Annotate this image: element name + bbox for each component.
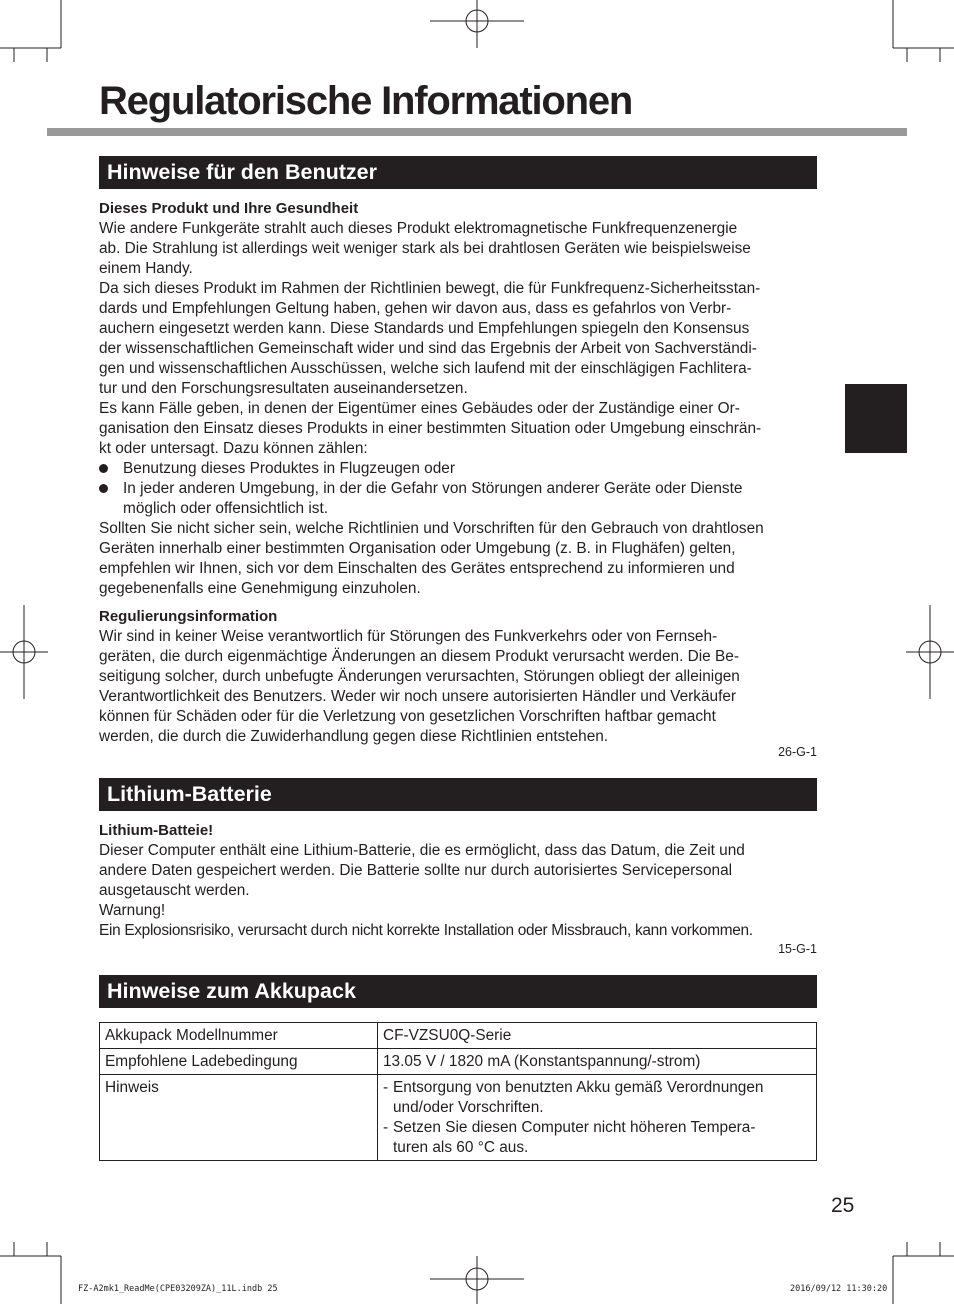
text-line: dards und Empfehlungen Geltung haben, gehen wir davon aus, dass es gefahrlos von Verbr- (99, 300, 732, 317)
text-line: andere Daten gespeichert werden. Die Batterie sollte nur durch autorisiertes Servicepersonal (99, 862, 733, 879)
table-cell-label: Hinweis (100, 1075, 378, 1161)
title-rule (47, 128, 907, 136)
text-line: gegebenenfalls eine Genehmigung einzuholen. (99, 580, 421, 597)
text-line: Dieser Computer enthält eine Lithium-Batterie, die es ermöglicht, dass das Datum, die Zeit und (99, 842, 745, 859)
list-item-text: - Entsorgung von benutzten Akku gemäß Verordnungen (393, 1079, 764, 1096)
section-heading-lithium-battery: Lithium-Batterie (99, 778, 817, 811)
table-row (100, 1075, 817, 1161)
text-line: Sollten Sie nicht sicher sein, welche Richtlinien und Vorschriften für den Gebrauch von drahtlosen (99, 520, 764, 537)
warning-text: Ein Explosionsrisiko, verursacht durch nicht korrekte Installation oder Missbrauch, kann vorkommen. (99, 922, 753, 939)
text-line: Es kann Fälle geben, in denen der Eigentümer eines Gebäudes oder der Zuständige einer Or- (99, 400, 740, 417)
reference-code: 15-G-1 (778, 942, 817, 956)
text-line: empfehlen wir Ihnen, sich vor dem Einschalten des Gerätes entsprechend zu informieren und (99, 560, 735, 577)
text-line: ausgetauscht werden. (99, 882, 250, 899)
table-cell-notes (378, 1075, 817, 1161)
list-item (383, 1118, 811, 1158)
list-item (383, 1078, 811, 1118)
list-item-text: turen als 60 °C aus. (393, 1139, 529, 1156)
battery-pack-table (99, 1022, 817, 1161)
text-line: tur und den Forschungsresultaten auseinandersetzen. (99, 380, 468, 397)
text-line: Verantwortlichkeit des Benutzers. Weder wir noch unsere autorisierten Händler und Verkäufer (99, 688, 737, 705)
list-item-text: Benutzung dieses Produktes in Flugzeugen oder (123, 460, 455, 477)
list-item-text: und/oder Vorschriften. (393, 1099, 544, 1116)
user-notes-body (99, 199, 819, 599)
thumb-index-tab (845, 384, 907, 453)
text-line: ab. Die Strahlung ist allerdings weit weniger stark als bei drahtlosen Geräten wie beispielsweise (99, 240, 751, 257)
text-line: Wie andere Funkgeräte strahlt auch dieses Produkt elektromagnetische Funkfrequenzenergie (99, 220, 738, 237)
list-item-text: - Setzen Sie diesen Computer nicht höheren Tempera- (393, 1119, 756, 1136)
text-line: ganisation den Einsatz dieses Produkts in einer bestimmten Situation oder Umgebung einschrän- (99, 420, 762, 437)
list-item (99, 459, 819, 479)
list-item (99, 479, 819, 519)
table-cell-value: 13.05 V / 1820 mA (Konstantspannung/-strom) (378, 1049, 817, 1075)
note-list (383, 1078, 811, 1158)
text-line: seitigung solcher, durch unbefugte Änderungen verursachten, Störungen obliegt der alleinigen (99, 668, 740, 685)
text-line: gen und wissenschaftlichen Ausschüssen, welche sich laufend mit der einschlägigen Fachlitera- (99, 360, 752, 377)
restriction-list (99, 459, 819, 519)
text-line: einem Handy. (99, 260, 193, 277)
list-item-text: möglich oder offensichtlich ist. (123, 500, 329, 517)
text-line: der wissenschaftlichen Gemeinschaft wider und sind das Ergebnis der Arbeit von Sachverständi- (99, 340, 757, 357)
text-line: auchern eingesetzt werden kann. Diese Standards und Empfehlungen spiegeln den Konsensus (99, 320, 750, 337)
table-row (100, 1023, 817, 1049)
text-line: Wir sind in keiner Weise verantwortlich für Störungen des Funkverkehrs oder von Fernseh- (99, 628, 718, 645)
reference-code: 26-G-1 (778, 745, 817, 759)
subheading-health: Dieses Produkt und Ihre Gesundheit (99, 200, 359, 217)
bullet-icon (99, 484, 108, 493)
table-cell-label: Empfohlene Ladebedingung (100, 1049, 378, 1075)
regulatory-info-body (99, 607, 819, 747)
table-row (100, 1049, 817, 1075)
page-title: Regulatorische Informationen (99, 79, 633, 123)
page-number: 25 (831, 1194, 855, 1217)
list-item-text: In jeder anderen Umgebung, in der die Gefahr von Störungen anderer Geräte oder Dienste (123, 480, 743, 497)
text-line: werden, die durch die Zuwiderhandlung gegen diese Richtlinien entstehen. (99, 728, 609, 745)
text-line: Geräten innerhalb einer bestimmten Organisation oder Umgebung (z. B. in Flughäfen) gelten, (99, 540, 736, 557)
subheading-lithium: Lithium-Batteie! (99, 822, 214, 839)
table-cell-label: Akkupack Modellnummer (100, 1023, 378, 1049)
text-line: Da sich dieses Produkt im Rahmen der Richtlinien bewegt, die für Funkfrequenz-Sicherheitsstan- (99, 280, 761, 297)
text-line: können für Schäden oder für die Verletzung von gesetzlichen Vorschriften haftbar gemacht (99, 708, 716, 725)
lithium-battery-body (99, 821, 819, 941)
warning-label: Warnung! (99, 902, 166, 919)
table-cell-value: CF-VZSU0Q-Serie (378, 1023, 817, 1049)
subheading-regulatory: Regulierungsinformation (99, 608, 278, 625)
section-heading-battery-pack: Hinweise zum Akkupack (99, 975, 817, 1008)
section-heading-user-notes: Hinweise für den Benutzer (99, 156, 817, 189)
text-line: kt oder untersagt. Dazu können zählen: (99, 440, 368, 457)
text-line: geräten, die durch eigenmächtige Änderungen an diesem Produkt verursacht werden. Die Be- (99, 648, 739, 665)
bullet-icon (99, 464, 108, 473)
footer-timestamp: 2016/09/12 11:30:20 (790, 1284, 888, 1294)
footer-file-info: FZ-A2mk1_ReadMe(CPE03209ZA)_11L.indb 25 (78, 1284, 278, 1294)
